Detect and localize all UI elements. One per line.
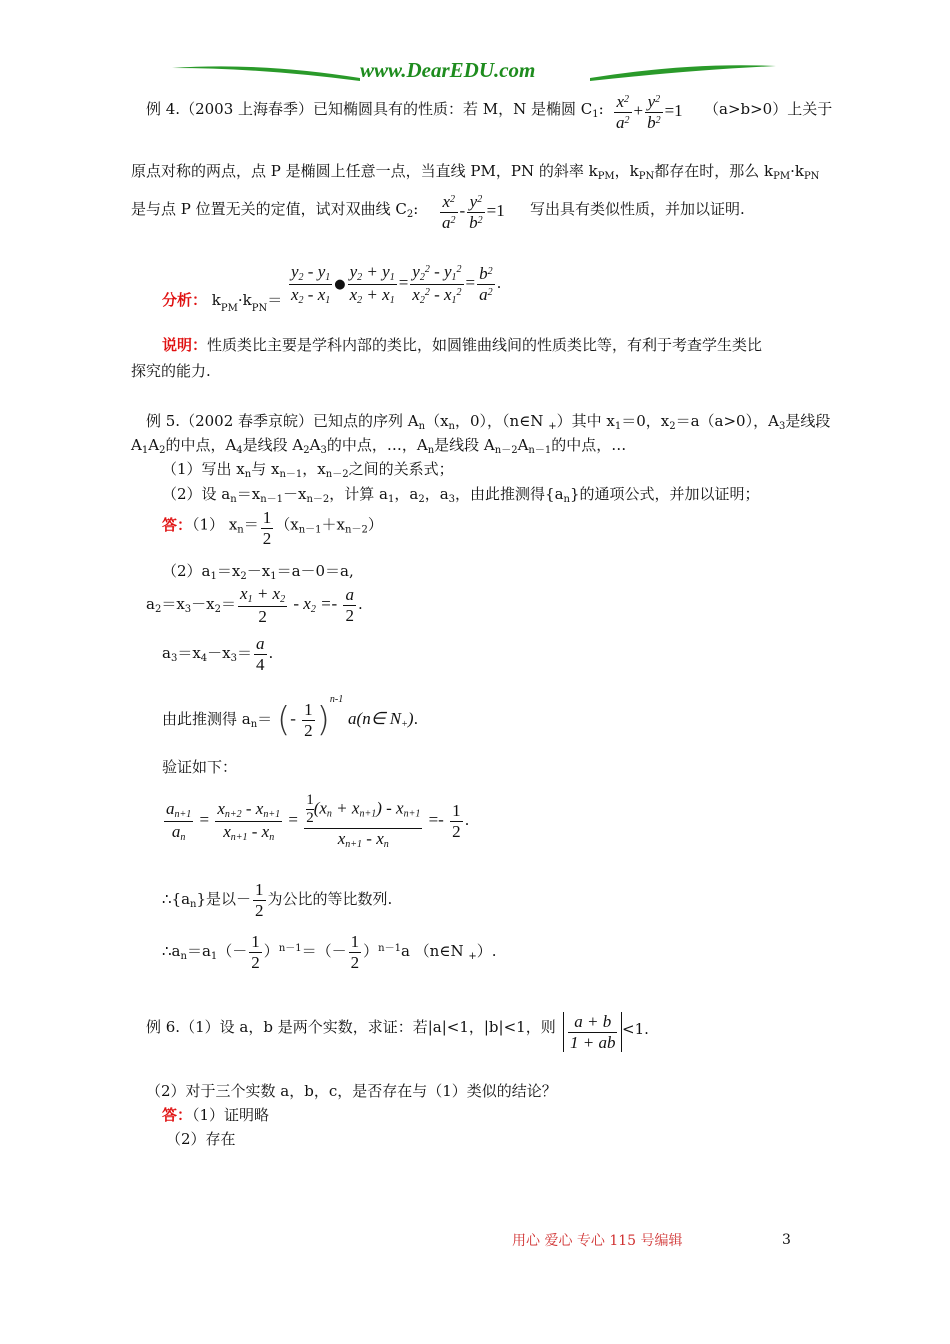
ex5-text: 的中点，A: [165, 436, 237, 454]
colon: :: [598, 100, 604, 118]
ex5-text: a: [162, 644, 171, 663]
ex5-conclusion2: $\therefore a_n=a_1(-$ $\frac{1}{2}$ ）$^{n-1}$＝（－ $\frac{1}{2}$ ）$^{n-1}$a （n∈N $_+$）.: [162, 932, 497, 972]
hyperbola-equation: $\frac{x^2}{a^2}$ - $\frac{y^2}{b^2}$ =1: [442, 192, 505, 232]
k-symbol: k: [211, 291, 221, 309]
answer-label: 答：: [162, 515, 193, 534]
ex5-text: 是线段 A: [434, 436, 495, 454]
ex5-text: ＝: [243, 515, 259, 534]
ellipse-equation: $\frac{x^2}{a^2}$ + $\frac{y^2}{b^2}$ =1: [616, 92, 683, 132]
ex5-text: ＝x: [161, 595, 185, 614]
fraction: $\frac{x^2}{a^2}$: [442, 192, 456, 232]
ex5-text: A: [517, 436, 529, 454]
ex4-text: 是与点 P 位置无关的定值，试对双曲线 C: [131, 200, 407, 218]
colon: :: [413, 200, 419, 218]
ex5-line1: 例 5.（2002 春季京皖）已知点的序列 $A_n(x_n$，0），（n∈N $_+$）其中 $x_1=0$，$x_2=a(a>0)$，$A_3$是线段: [146, 412, 831, 432]
ex5-text: 是线段: [785, 412, 831, 430]
fraction: $\frac{a}{2}$: [345, 584, 354, 625]
ex5-text: ）: [263, 942, 279, 961]
ex5-text: 之间的关系式；: [348, 460, 454, 478]
ex4-text: 都存在时，那么 k: [654, 162, 774, 180]
ex5-text: （－: [217, 942, 248, 961]
ex4-line1: [146, 98, 604, 120]
subscript: PM: [597, 171, 615, 182]
page-number: 3: [782, 1232, 791, 1248]
ex5-text: ，a: [394, 485, 419, 503]
ex5-text: ＝0，x: [621, 412, 670, 430]
ex4-text: 原点对称的两点，点 P 是椭圆上任意一点，当直线 PM，PN 的斜率 k: [131, 162, 598, 180]
ex5-text: 的中点，…，A: [326, 436, 428, 454]
ex5-text: a （n∈N: [400, 942, 469, 961]
ex5-text: ∴{a: [162, 890, 191, 909]
ex5-text: －x: [246, 562, 271, 580]
ex5-text: ）.: [476, 942, 497, 961]
equals: ＝: [267, 291, 283, 309]
ex5-text: （1） x: [192, 515, 238, 534]
fraction: $\frac{1}{2}$ $(x_n + x_{n+1}) - x_{n+1}$ $x_{n+1} - x_n$: [306, 792, 421, 850]
ex5-text: （2）设 a: [162, 485, 231, 503]
ex5-text: A: [309, 436, 321, 454]
ex5-guess: 由此推测得 $a_n=$ (- $\frac{1}{2}$ )$^{n-1}$ a(n∈ $N_+$).: [162, 694, 419, 740]
note-line2: 探究的能力.: [131, 362, 211, 380]
subscript: PM: [220, 303, 238, 314]
ex5-text: －x: [207, 644, 231, 663]
ex4-line3: [131, 198, 418, 220]
ex5-text: （2）a: [162, 562, 211, 580]
ex5-verify: 验证如下：: [162, 758, 238, 776]
fraction: $\frac{1}{2}$: [304, 699, 313, 740]
dot-k: ·k: [237, 291, 252, 309]
ex6-answer1: [162, 1104, 269, 1125]
ex5-text: （x: [275, 515, 299, 534]
fraction: $\frac{1}{2}$: [350, 932, 360, 972]
ex6-fraction: [563, 1012, 622, 1052]
ex5-text: （1）写出 x: [162, 460, 245, 478]
verification-formula: $\frac{a_{n+1}}{a_n}$ = $\frac{x_{n+2} - x_{n+1}}{x_{n+1} - x_n}$ = $\frac{1}{2}$ $(x_n + x_{n+1}) - x_{n+1}$ $x_{n+1} - x_n$ =- $\frac{1}{2}$ .: [166, 792, 470, 850]
ex5-text: ＝: [221, 595, 237, 614]
subscript: PM: [773, 171, 791, 182]
subscript: 2: [406, 209, 414, 220]
ex5-text: ＝a（a>0），A: [675, 412, 779, 430]
ex5-text: （x: [425, 412, 449, 430]
fraction: $\frac{x_{n+2} - x_{n+1}}{x_{n+1} - x_n}$: [217, 799, 281, 843]
note-text: 性质类比主要是学科内部的类比，如圆锥曲线间的性质类比等，有利于考查学生类比: [207, 336, 763, 354]
ex5-text: ＝: [257, 710, 273, 728]
header-logo: [170, 56, 780, 86]
ex5-a2: $a_2=x_3-x_2=$ $\frac{x_1 + x_2}{2}$ - $x_2$ =- $\frac{a}{2}$ .: [146, 584, 363, 626]
ex4-text: ·k: [790, 162, 804, 180]
fraction: $\frac{y_2 + y_1}{x_2 + x_1}$: [349, 262, 395, 306]
ex5-text: 与 x: [251, 460, 280, 478]
note-label: 说明：: [162, 336, 208, 354]
ex5-text: ，0），（n∈N: [455, 412, 549, 430]
ex4-text: 例 4.（2003 上海春季）已知椭圆具有的性质：若 M，N 是椭圆 C: [146, 100, 593, 118]
ex5-text: ＝x: [216, 562, 241, 580]
ex5-text: ∴a: [162, 942, 181, 961]
ex5-question1: （1）写出 $x_n$与 $x_{n-1}$，$x_{n-2}$之间的关系式；: [162, 460, 454, 480]
ex6-line1: [146, 1016, 556, 1037]
fraction: $\frac{y_2^2 - y_1^2}{x_2^2 - x_1^2}$: [412, 262, 462, 306]
ex5-a3: $a_3=x_4-x_3=$ $\frac{a}{4}$ .: [162, 634, 274, 674]
fraction: $\frac{y_2 - y_1}{x_2 - x_1}$: [291, 262, 331, 306]
ex4-condition: （a>b>0）上关于: [704, 100, 833, 118]
ex5-text: ）其中 x: [556, 412, 615, 430]
ex5-text: ＝x: [177, 644, 201, 663]
ex5-text: 的中点，…: [551, 436, 627, 454]
ex5-question2: （2）设 $a_n=x_{n-1}-x_{n-2}$，计算 $a_1$，$a_2$，$a_3$，由此推测得$\{a_n\}$的通项公式，并加以证明；: [162, 485, 760, 505]
ex5-text: ）: [367, 515, 383, 534]
fraction: $\frac{1}{2}$: [452, 800, 461, 841]
ex6-text: 例 6.（1）设 a，b 是两个实数，求证：若|a|<1，|b|<1，则: [146, 1018, 556, 1036]
fraction: $\frac{a}{4}$: [256, 634, 265, 674]
ex5-text: A: [131, 436, 142, 454]
ex5-text: ＝x: [236, 485, 261, 503]
fraction: $\frac{1}{2}$: [251, 932, 260, 972]
fraction: $\frac{y^2}{b^2}$: [647, 92, 661, 132]
ex5-text: ，由此推测得{a: [455, 485, 564, 503]
subscript: PN: [251, 303, 268, 314]
fraction: $\frac{1}{2}$: [255, 880, 264, 920]
fraction: $\frac{a + b}{1 + ab}$: [570, 1012, 616, 1052]
ex5-text: }的通项公式，并加以证明；: [569, 485, 760, 503]
fraction: $\frac{b^2}{a^2}$: [479, 263, 493, 304]
ex5-text: A: [148, 436, 160, 454]
ex5-text: －x: [283, 485, 307, 503]
ex4-text: ，k: [614, 162, 639, 180]
ex5-line2: $A_1A_2$的中点，$A_4$是线段 $A_2A_3$的中点，…，$A_n$是线段 $A_{n-2}A_{n-1}$的中点，…: [131, 436, 627, 456]
fraction: $\frac{1}{2}$: [262, 508, 272, 548]
subscript: PN: [803, 171, 820, 182]
absolute-value: [563, 1012, 622, 1052]
ex4-line3-end: 写出具有类似性质，并加以证明.: [530, 200, 745, 218]
logo-text[interactable]: www.DearEDU.com: [360, 58, 536, 82]
ex5-conclusion1: $\therefore\{a_n\}$是以－ $\frac{1}{2}$ 为公比的等比数列.: [162, 880, 393, 920]
note-line1: [162, 334, 762, 355]
ex5-text: 由此推测得 a: [162, 710, 251, 728]
subscript: 1: [592, 109, 599, 120]
fraction: $\frac{y^2}{b^2}$: [469, 192, 483, 232]
ex5-text: ＝: [237, 644, 253, 663]
ex5-text: ＝a: [186, 942, 211, 961]
subscript: PN: [638, 171, 655, 182]
ex6-answer2: （2）存在: [166, 1130, 236, 1148]
ex5-text: 为公比的等比数列.: [267, 890, 393, 909]
fraction: $\frac{x^2}{a^2}$: [616, 92, 630, 132]
ex5-text: ，计算 a: [329, 485, 388, 503]
ex6-text: （1）证明略: [192, 1106, 270, 1124]
ex5-text: a: [146, 595, 155, 614]
fraction: $\frac{x_1 + x_2}{2}$: [240, 584, 286, 626]
footer-motto: 用心 爱心 专心 115 号编辑: [512, 1233, 683, 1249]
ex5-text: －x: [191, 595, 215, 614]
ex5-text: ，a: [424, 485, 449, 503]
ex5-answer1: 答：（1） $x_n=$ $\frac{1}{2}$ $(x_{n-1}+x_{n-2})$: [162, 508, 383, 548]
ex5-text: }是以－: [196, 890, 252, 909]
analysis-label: 分析：: [162, 291, 208, 309]
ex5-text: ，x: [302, 460, 326, 478]
ex5-a1: $(2)a_1=x_2-x_1=a-0=a$,: [162, 562, 354, 582]
answer-label: 答：: [162, 1106, 193, 1124]
ex5-text: ＝（－: [301, 942, 347, 961]
fraction: $\frac{a_{n+1}}{a_n}$: [166, 799, 192, 843]
analysis-line: 分析： $k_{PM}\cdot k_{PN}=$ $\frac{y_2 - y_1}{x_2 - x_1}$ ● $\frac{y_2 + y_1}{x_2 + x_1}$ = $\frac{y_2^2 - y_1^2}{x_2^2 - x_1^2}$ = $\frac{b^2}{a^2}$ .: [162, 262, 502, 314]
ex5-text: 是线段 A: [242, 436, 304, 454]
ex6-line1-end: <1.: [622, 1020, 649, 1038]
ex4-line2: [131, 160, 819, 182]
ex5-text: ＋x: [321, 515, 346, 534]
ex5-text: 例 5.（2002 春季京皖）已知点的序列 A: [146, 412, 419, 430]
ex6-question2: （2）对于三个实数 a，b，c，是否存在与（1）类似的结论？: [146, 1082, 557, 1100]
ex5-text: ）: [363, 942, 379, 961]
ex5-text: ＝a－0＝a,: [276, 562, 354, 580]
